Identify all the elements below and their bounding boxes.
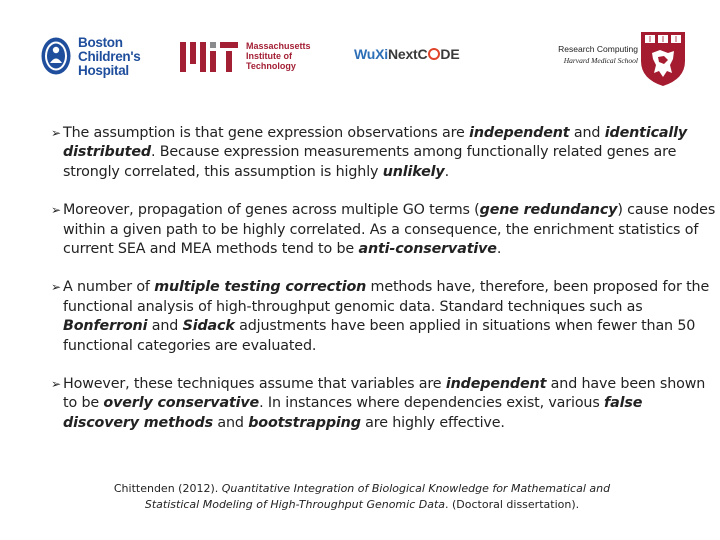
bullet-segment: Moreover, propagation of genes across multiple GO terms ( [63, 202, 480, 219]
bullet-list [52, 124, 718, 452]
emphasized-term: identically distributed [63, 125, 688, 161]
bullet-segment: A number of [63, 279, 155, 296]
arrow-bullet-icon: ➢ [51, 280, 61, 295]
bch-line-2: Children's [78, 49, 141, 64]
emphasized-term: Bonferroni [63, 318, 148, 335]
bullet-segment: . Because expression measurements among functionally related genes are strongly correlated, this assumption is highly [63, 144, 677, 180]
bullet-segment: methods have, therefore, been proposed for the functional analysis of high-throughput genomic data. Standard techniques such as [63, 279, 710, 315]
wuxi-nextcode-logo [354, 46, 459, 66]
emphasized-term: Sidack [182, 318, 235, 335]
bullet-segment: and have been shown to be [63, 376, 706, 412]
arrow-bullet-icon: ➢ [51, 203, 61, 218]
bullet-segment: ) cause nodes within a given path to be highly correlated. As a consequence, the enrichment statistics of current SEA and MEA methods tend to be [63, 202, 716, 258]
emphasized-term: bootstrapping [248, 414, 361, 431]
bullet-segment: . In instances where dependencies exist, various [259, 395, 605, 412]
boston-childrens-hospital-logo [40, 34, 150, 82]
bullet-2 [52, 201, 718, 259]
mit-mark-icon [180, 42, 238, 72]
bullet-segment: and [569, 125, 605, 141]
o-ring-icon [428, 48, 440, 60]
emphasized-term: independent [469, 125, 570, 141]
nextc-text: NextC [387, 46, 428, 62]
mit-line-2: Institute of [246, 51, 292, 62]
arrow-bullet-icon: ➢ [51, 126, 61, 140]
mit-line-1: Massachusetts [246, 41, 311, 51]
harvard-shield-icon [640, 31, 686, 87]
mit-logo [180, 40, 320, 74]
mit-line-3: Technology [246, 61, 296, 72]
bullet-4 [52, 375, 718, 433]
citation-suffix: . (Doctoral dissertation). [445, 497, 580, 511]
bch-line-3: Hospital [78, 63, 129, 78]
emphasized-term: anti-conservative [358, 241, 497, 258]
bullet-3 [52, 278, 718, 356]
emphasized-term: unlikely [382, 163, 445, 180]
bullet-1 [52, 124, 718, 182]
research-computing-label [520, 44, 638, 65]
emphasized-term: false discovery methods [63, 395, 643, 431]
bullet-segment: . [496, 241, 502, 258]
bullet-segment: The assumption is that gene expression observations are [63, 125, 470, 141]
bch-line-1: Boston [78, 35, 123, 50]
bullet-text [63, 279, 709, 353]
emphasized-term: overly conservative [103, 395, 260, 412]
bch-seal-icon [40, 36, 72, 76]
bullet-segment: and [212, 414, 249, 431]
citation [112, 481, 612, 512]
emphasized-term: multiple testing correction [154, 279, 367, 296]
bullet-segment: . [444, 163, 450, 180]
research-computing-subtitle: Harvard Medical School [563, 56, 638, 65]
citation-title: Quantitative Integration of Biological Knowledge for Mathematical and Statistical Modeling of High-Throughput Genomic Data [144, 482, 611, 511]
bullet-text [63, 376, 705, 431]
research-computing-title: Research Computing [558, 44, 638, 54]
de-text: DE [440, 46, 460, 62]
emphasized-term: independent [445, 376, 547, 393]
bullet-text [63, 202, 715, 257]
emphasized-term: gene redundancy [479, 202, 618, 219]
bullet-text [63, 125, 687, 180]
bullet-segment: are highly effective. [360, 414, 505, 431]
bullet-segment: and [147, 318, 183, 335]
citation-author: Chittenden (2012). [113, 482, 222, 495]
wuxi-text: WuXi [354, 46, 388, 62]
arrow-bullet-icon: ➢ [51, 377, 61, 392]
bullet-segment: However, these techniques assume that variables are [63, 376, 446, 393]
bullet-segment: adjustments have been applied in situations when fewer than 50 functional categories are evaluated. [63, 318, 696, 354]
